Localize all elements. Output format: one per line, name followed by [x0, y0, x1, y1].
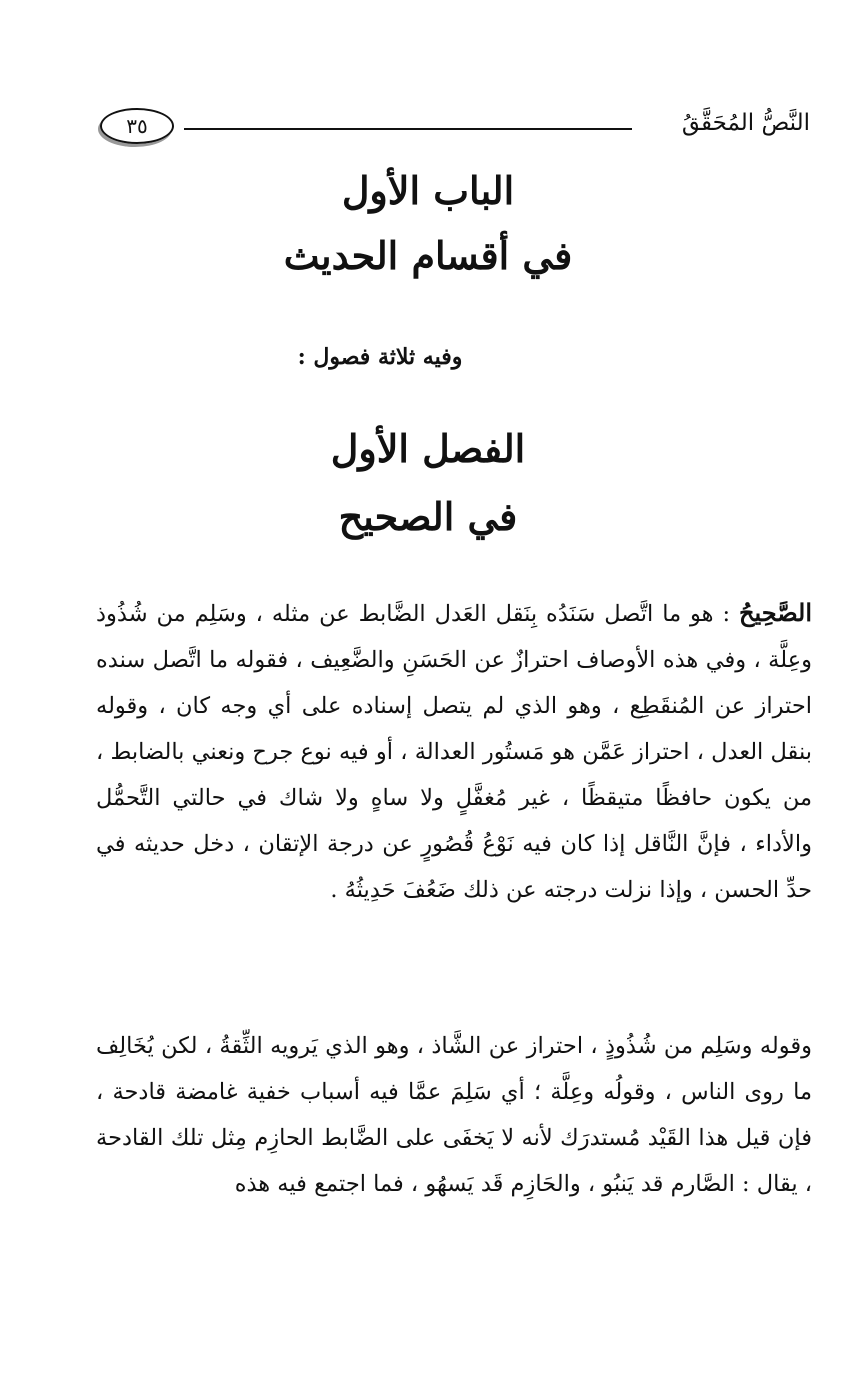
chapter-title: الباب الأول [341, 168, 515, 213]
page-number-badge [100, 108, 174, 144]
paragraph-1-text: : هو ما اتَّصل سَنَدُه بِنَقل العَدل الضَّابط عن مثله ، وسَلِم من شُذُوذ وعِلَّة ، وفي هذه الأوصاف احترازٌ عن الحَسَنِ والضَّعِيف ، فقوله ما اتَّصل سنده احتراز عن المُنقَطِع ، وهو الذي لم يتصل إسناده على أي وجه كان ، وقوله بنقل العدل ، احتراز عَمَّن هو مَستُور العدالة ، أو فيه نوع جرح ونعني بالضابط ، من يكون حافظًا متيقظًا ، غير مُغفَّلٍ ولا ساهٍ ولا شاك في حالتي التَّحمُّل والأداء ، فإنَّ النَّاقل إذا كان فيه نَوْعُ قُصُورٍ عن درجة الإتقان ، دخل حديثه في حدِّ الحسن ، وإذا نزلت درجته عن ذلك ضَعُفَ حَدِيثُهُ . [96, 601, 812, 903]
running-title: النَّصُّ المُحَقَّقُ [681, 110, 810, 136]
body-paragraph-1 [96, 590, 812, 913]
section-title: الفصل الأول [330, 426, 526, 471]
paragraph-2-text: وقوله وسَلِم من شُذُوذٍ ، احتراز عن الشَّاذ ، وهو الذي يَرويه الثِّقةُ ، لكن يُخَالِف ما روى الناس ، وقولُه وعِلَّة ؛ أي سَلِمَ عمَّا فيه أسباب خفية غامضة قادحة ، فإن قيل هذا القَيْد مُستدرَك لأنه لا يَخفَى على الضَّابط الحازِم مِثل تلك القادحة ، يقال : الصَّارم قد يَنبُو ، والحَازِم قَد يَسهُو ، فما اجتمع فيه هذه [96, 1033, 812, 1197]
header-rule [184, 128, 632, 130]
chapter-subtitle: في أقسام الحديث [283, 233, 573, 278]
section-subtitle: في الصحيح [338, 494, 518, 539]
chapter-intro: وفيه ثلاثة فصول : [297, 344, 463, 370]
body-paragraph-2 [96, 1023, 812, 1207]
defined-term: الصَّحِيحُ [738, 598, 813, 627]
running-header [96, 108, 810, 156]
page-number: ٣٥ [126, 114, 148, 138]
